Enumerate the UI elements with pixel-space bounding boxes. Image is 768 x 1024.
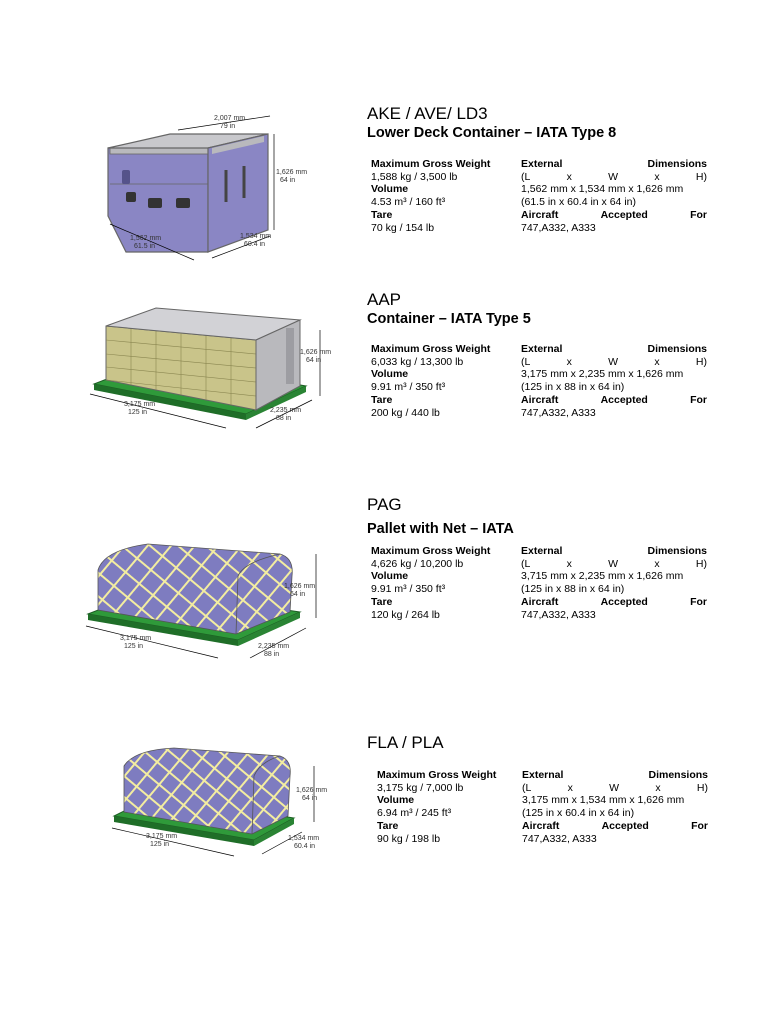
- fla-specs: [377, 769, 708, 845]
- pag-dimensions: 3,715 mm x 2,235 mm x 1,626 mm: [521, 570, 684, 583]
- label-external-dimensions: External Dimensions: [521, 158, 707, 170]
- aap-subtitle: Container – IATA Type 5: [367, 311, 531, 327]
- label-max-gross-weight: Maximum Gross Weight: [371, 158, 491, 170]
- pag-dim-h-in: 64 in: [290, 591, 306, 598]
- ake-dimensions: 1,562 mm x 1,534 mm x 1,626 mm: [521, 183, 684, 196]
- fla-dim-w-mm: 1,534 mm: [288, 835, 320, 842]
- fla-pallet-illustration: [110, 742, 340, 862]
- ake-dim-h-mm: 1,626 mm: [276, 169, 308, 176]
- ake-dim-h-in: 64 in: [280, 177, 296, 184]
- label-aircraft-accepted-for: Aircraft Accepted For: [521, 595, 707, 608]
- aap-dimensions: 3,175 mm x 2,235 mm x 1,626 mm: [521, 368, 684, 381]
- label-aircraft-accepted-for: Aircraft Accepted For: [522, 819, 708, 832]
- aap-dim-w-in: 88 in: [276, 415, 292, 422]
- fla-lwh-heading: (L x W x H): [522, 781, 708, 794]
- aap-dim-l-mm: 3,175 mm: [124, 401, 156, 408]
- ake-dim-l-mm: 1,562 mm: [130, 235, 162, 242]
- label-volume: Volume: [371, 183, 409, 196]
- fla-aircraft: 747,A332, A333: [522, 832, 597, 845]
- pag-specs: [371, 545, 707, 621]
- pag-dim-h-mm: 1,626 mm: [284, 583, 316, 590]
- aap-volume: 9.91 m³ / 350 ft³: [371, 381, 446, 394]
- pag-lwh-heading: (L x W x H): [521, 557, 707, 570]
- pag-volume: 9.91 m³ / 350 ft³: [371, 583, 446, 596]
- aap-dim-w-mm: 2,235 mm: [270, 407, 302, 414]
- pag-tare: 120 kg / 264 lb: [371, 608, 440, 621]
- fla-max-gross-weight: 3,175 kg / 7,000 lb: [377, 781, 464, 794]
- pag-dim-w-mm: 2,235 mm: [258, 643, 290, 650]
- label-tare: Tare: [371, 595, 393, 608]
- ake-specs: [371, 158, 707, 234]
- ake-container-illustration: [98, 112, 338, 262]
- ake-max-gross-weight: 1,588 kg / 3,500 lb: [371, 170, 458, 183]
- label-max-gross-weight: Maximum Gross Weight: [371, 343, 491, 355]
- fla-dim-h-in: 64 in: [302, 795, 318, 802]
- pag-title: PAG: [367, 495, 402, 514]
- label-volume: Volume: [371, 368, 409, 381]
- aap-dim-l-in: 125 in: [128, 409, 148, 416]
- aap-container-illustration: [86, 300, 346, 440]
- aap-specs: [371, 343, 707, 419]
- ake-subtitle: Lower Deck Container – IATA Type 8: [367, 125, 617, 141]
- fla-volume: 6.94 m³ / 245 ft³: [377, 807, 452, 820]
- label-max-gross-weight: Maximum Gross Weight: [377, 769, 497, 781]
- fla-dimensions-in: (125 in x 60.4 in x 64 in): [522, 807, 635, 820]
- label-volume: Volume: [371, 570, 409, 583]
- aap-max-gross-weight: 6,033 kg / 13,300 lb: [371, 355, 464, 368]
- label-aircraft-accepted-for: Aircraft Accepted For: [521, 208, 707, 221]
- ake-lwh-heading: (L x W x H): [521, 170, 707, 183]
- pag-dim-l-in: 125 in: [124, 643, 144, 650]
- ake-dimensions-in: (61.5 in x 60.4 in x 64 in): [521, 196, 636, 209]
- label-tare: Tare: [377, 819, 399, 832]
- aap-tare: 200 kg / 440 lb: [371, 406, 440, 419]
- pag-pallet-illustration: [84, 536, 344, 666]
- fla-tare: 90 kg / 198 lb: [377, 832, 441, 845]
- ake-tare: 70 kg / 154 lb: [371, 221, 435, 234]
- label-aircraft-accepted-for: Aircraft Accepted For: [521, 393, 707, 406]
- pag-dim-l-mm: 3,175 mm: [120, 635, 152, 642]
- fla-dim-l-in: 125 in: [150, 841, 170, 848]
- aap-dimensions-in: (125 in x 88 in x 64 in): [521, 381, 625, 394]
- label-external-dimensions: External Dimensions: [522, 769, 708, 781]
- pag-dim-w-in: 88 in: [264, 651, 280, 658]
- fla-dimensions: 3,175 mm x 1,534 mm x 1,626 mm: [522, 794, 685, 807]
- ake-dim-w-mm: 1,534 mm: [240, 233, 272, 240]
- pag-aircraft: 747,A332, A333: [521, 608, 596, 621]
- label-volume: Volume: [377, 794, 415, 807]
- fla-title: FLA / PLA: [367, 733, 444, 752]
- ake-dim-l-in: 61.5 in: [134, 243, 156, 250]
- aap-dim-h-in: 64 in: [306, 357, 322, 364]
- fla-dim-l-mm: 3,175 mm: [146, 833, 178, 840]
- ake-volume: 4.53 m³ / 160 ft³: [371, 196, 446, 209]
- aap-aircraft: 747,A332, A333: [521, 406, 596, 419]
- ake-title: AKE / AVE/ LD3: [367, 104, 488, 123]
- aap-title: AAP: [367, 290, 402, 309]
- label-tare: Tare: [371, 393, 393, 406]
- ake-aircraft: 747,A332, A333: [521, 221, 596, 234]
- ake-dim-w-in: 60.4 in: [244, 241, 266, 248]
- ake-dim-top-mm: 2,007 mm: [214, 115, 246, 122]
- aap-lwh-heading: (L x W x H): [521, 355, 707, 368]
- pag-max-gross-weight: 4,626 kg / 10,200 lb: [371, 557, 464, 570]
- pag-dimensions-in: (125 in x 88 in x 64 in): [521, 583, 625, 596]
- label-max-gross-weight: Maximum Gross Weight: [371, 545, 491, 557]
- fla-dim-w-in: 60.4 in: [294, 843, 316, 850]
- ake-dim-top-in: 79 in: [220, 123, 236, 130]
- label-tare: Tare: [371, 208, 393, 221]
- fla-dim-h-mm: 1,626 mm: [296, 787, 328, 794]
- pag-subtitle: Pallet with Net – IATA: [367, 521, 514, 537]
- aap-dim-h-mm: 1,626 mm: [300, 349, 332, 356]
- label-external-dimensions: External Dimensions: [521, 545, 707, 557]
- label-external-dimensions: External Dimensions: [521, 343, 707, 355]
